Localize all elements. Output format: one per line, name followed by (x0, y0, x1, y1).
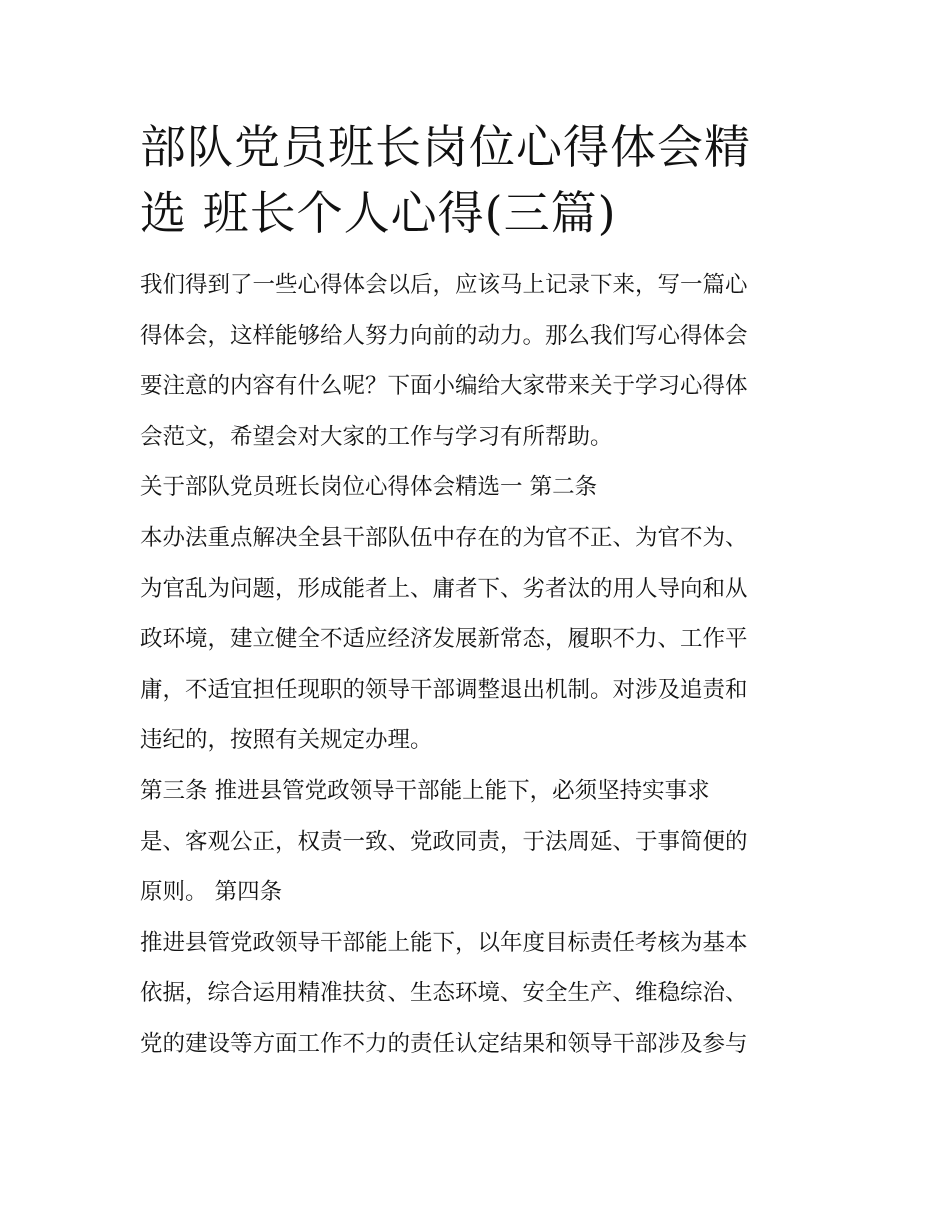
document-title (140, 114, 816, 246)
title-line: 部队党员班长岗位心得体会精 (140, 120, 751, 174)
document-page (140, 114, 816, 1070)
body-line: 会范文，希望会对大家的工作与学习有所帮助。 (140, 423, 613, 450)
body-line: 我们得到了一些心得体会以后，应该马上记录下来，写一篇心 (140, 272, 748, 298)
body-line: 原则。 第四条 (140, 879, 283, 906)
body-line: 为官乱为问题，形成能者上、庸者下、劣者汰的用人导向和从 (140, 575, 748, 602)
document-body (140, 260, 816, 1070)
body-line: 依据，综合运用精准扶贫、生态环境、安全生产、维稳综治、 (140, 980, 748, 1007)
body-line: 庸，不适宜担任现职的领导干部调整退出机制。对涉及追责和 (140, 676, 748, 703)
title-line: 选 班长个人心得(三篇) (140, 186, 617, 240)
body-line: 得体会，这样能够给人努力向前的动力。那么我们写心得体会 (140, 322, 748, 349)
body-line: 推进县管党政领导干部能上能下，以年度目标责任考核为基本 (140, 929, 748, 956)
body-line: 党的建设等方面工作不力的责任认定结果和领导干部涉及参与 (140, 1030, 748, 1057)
body-line: 本办法重点解决全县干部队伍中存在的为官不正、为官不为、 (140, 524, 748, 551)
body-line: 违纪的，按照有关规定办理。 (140, 727, 433, 754)
body-line: 第三条 推进县管党政领导干部能上能下，必须坚持实事求 (140, 777, 710, 804)
body-line: 要注意的内容有什么呢？下面小编给大家带来关于学习心得体 (140, 373, 748, 400)
section-heading-line: 关于部队党员班长岗位心得体会精选一 第二条 (140, 474, 598, 501)
body-line: 是、客观公正，权责一致、党政同责，于法周延、于事简便的 (140, 828, 748, 855)
body-line: 政环境，建立健全不适应经济发展新常态，履职不力、工作平 (140, 626, 748, 653)
